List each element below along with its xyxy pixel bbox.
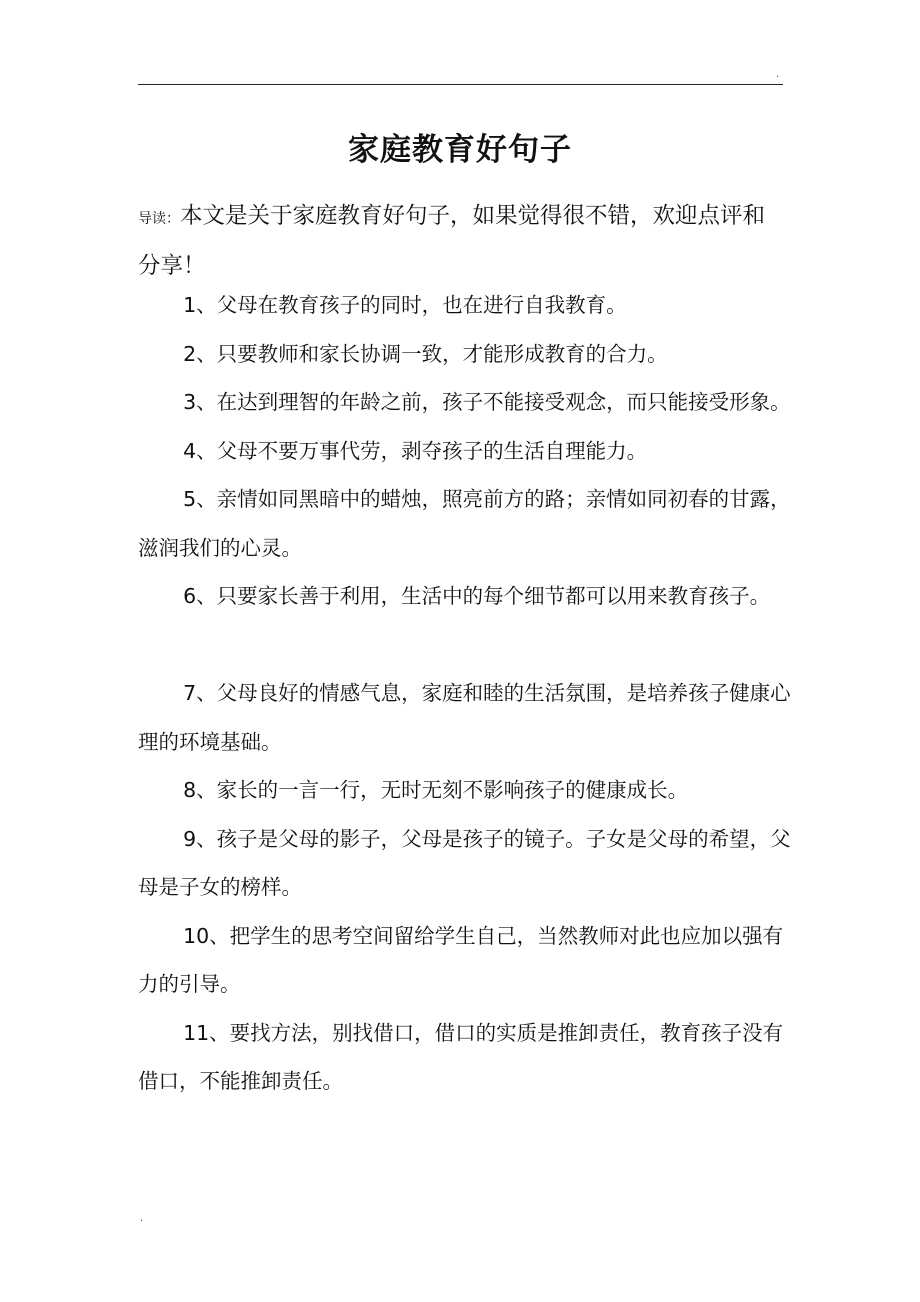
intro-label: 导读： xyxy=(138,211,180,227)
document-title: 家庭教育好句子 xyxy=(348,132,572,168)
list-item: 11、要找方法，别找借口，借口的实质是推卸责任，教育孩子没有借口，不能推卸责任。 xyxy=(138,1020,784,1093)
header-dot: . xyxy=(776,69,780,80)
list-item: 10、把学生的思考空间留给学生自己，当然教师对此也应加以强有力的引导。 xyxy=(138,923,784,996)
list-item: 1、父母在教育孩子的同时，也在进行自我教育。 xyxy=(183,293,627,317)
list-item: 3、在达到理智的年龄之前，孩子不能接受观念，而只能接受形象。 xyxy=(183,390,791,414)
intro-text: 本文是关于家庭教育好句子，如果觉得很不错，欢迎点评和分享！ xyxy=(138,203,766,279)
intro-paragraph xyxy=(138,193,778,290)
quote-list xyxy=(138,281,800,1106)
header-rule xyxy=(138,84,783,85)
list-item: 4、父母不要万事代劳，剥夺孩子的生活自理能力。 xyxy=(183,438,648,463)
list-item: 8、家长的一言一行，无时无刻不影响孩子的健康成长。 xyxy=(183,778,689,802)
list-item: 9、孩子是父母的影子，父母是孩子的镜子。子女是父母的希望，父母是子女的榜样。 xyxy=(138,826,791,899)
list-item: 6、只要家长善于利用，生活中的每个细节都可以用来教育孩子。 xyxy=(183,584,771,608)
list-item: 7、父母良好的情感气息，家庭和睦的生活氛围，是培养孩子健康心理的环境基础。 xyxy=(138,681,791,754)
list-item: 5、亲情如同黑暗中的蜡烛，照亮前方的路；亲情如同初春的甘露，滋润我们的心灵。 xyxy=(138,487,791,560)
list-item: 2、只要教师和家长协调一致，才能形成教育的合力。 xyxy=(183,341,668,366)
footer-dot: . xyxy=(140,1213,144,1224)
